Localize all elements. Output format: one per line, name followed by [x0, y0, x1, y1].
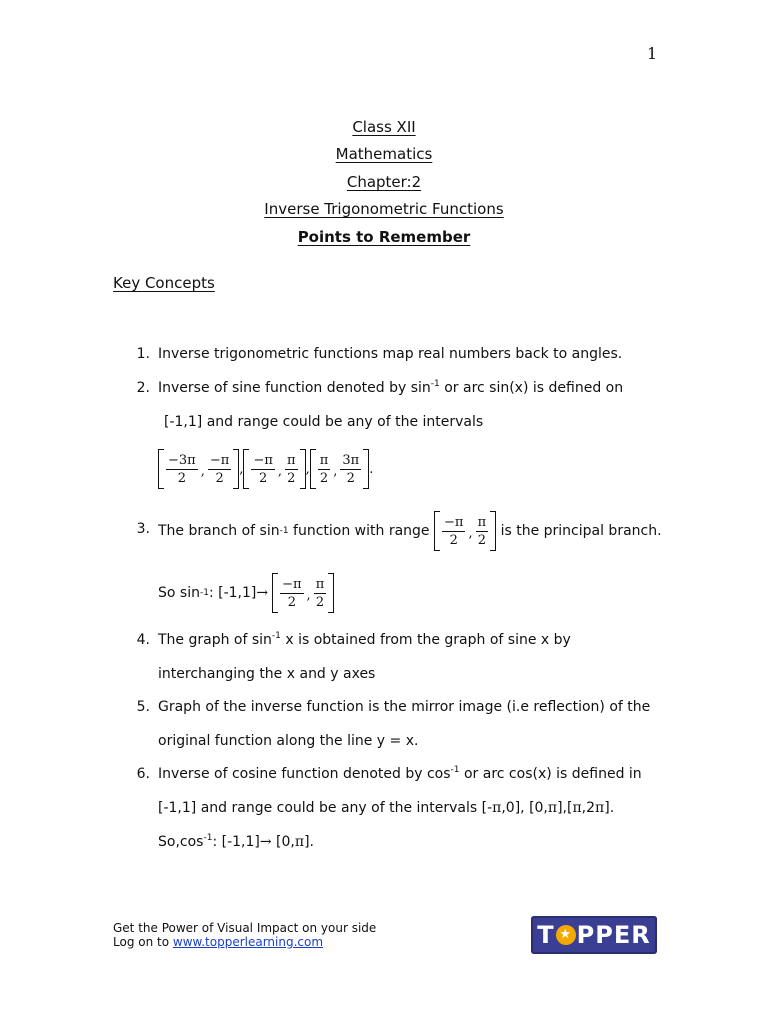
arrow-icon: →: [256, 585, 269, 601]
footer-link[interactable]: www.topperlearning.com: [172, 935, 324, 949]
topper-logo[interactable]: T ★ PPER: [531, 916, 657, 954]
item-text: Graph of the inverse function is the mirror image (i.e reflection) of the: [158, 699, 651, 715]
interval-1: $\frac{-3\pi}{2}$ , $\frac{-\pi}{2}$: [158, 449, 239, 489]
principal-range: $\frac{-\pi}{2}$ , $\frac{\pi}{2}$: [434, 511, 496, 551]
item-so-line: So sin -1 : [-1,1] → $\frac{-\pi}{2}$ , $\frac{\pi}{2}$: [158, 572, 334, 614]
item-text-line2: interchanging the x and y axes: [158, 666, 376, 682]
item-text: Inverse of cosine function denoted by $\cos^{-1}$ or arc cos(x) is defined in: [158, 765, 642, 782]
subject-heading: Mathematics: [335, 145, 433, 163]
item-text-line2: [-1,1] and range could be any of the intervals: [164, 414, 484, 430]
interval-3: $\frac{\pi}{2}$ , $\frac{3\pi}{2}$: [310, 449, 370, 489]
page-number: 1: [647, 44, 658, 63]
item-text-line2: original function along the line y = x.: [158, 733, 419, 749]
item-number: 4.: [136, 632, 150, 648]
item-text-line3: $So,\cos^{-1}$: [-1,1]→ [0,π].: [158, 833, 315, 850]
footer-logon: Log on to www.topperlearning.com: [113, 935, 324, 949]
interval-list: $\frac{-3\pi}{2}$ , $\frac{-\pi}{2}$ , $\frac{-\pi}{2}$ , $\frac{\pi}{2}$ , $\frac{\pi}{2}$ , $\frac{3\pi}{2}$ .: [158, 449, 373, 489]
chapter-heading: Chapter:2: [346, 173, 422, 191]
topic-heading: Inverse Trigonometric Functions: [264, 200, 504, 218]
section-title: Key Concepts: [113, 274, 215, 292]
so-range: $\frac{-\pi}{2}$ , $\frac{\pi}{2}$: [272, 573, 334, 613]
footer-tagline: Get the Power of Visual Impact on your side: [113, 921, 377, 935]
item-text: Inverse of sine function denoted by $\sin^{-1}$ or arc sin(x) is defined on: [158, 379, 624, 396]
item-text: The graph of $\sin^{-1} x$ is obtained from the graph of sine x by: [158, 631, 571, 648]
item-text-line2: [-1,1] and range could be any of the intervals [-π,0], [0,π],[π,2π].: [158, 800, 615, 816]
item-text: The branch of sin -1 function with range $\frac{-\pi}{2}$ , $\frac{\pi}{2}$ is the principal branch.: [158, 510, 662, 552]
item-number: 6.: [136, 766, 150, 782]
item-number: 5.: [136, 699, 150, 715]
item-number: 2.: [136, 380, 150, 396]
interval-2: $\frac{-\pi}{2}$ , $\frac{\pi}{2}$: [243, 449, 305, 489]
class-heading: Class XII: [352, 118, 416, 136]
item-number: 1.: [136, 346, 150, 362]
item-text: Inverse trigonometric functions map real numbers back to angles.: [158, 346, 623, 362]
subtitle-heading: Points to Remember: [297, 228, 471, 246]
item-number: 3.: [136, 521, 150, 537]
star-icon: ★: [556, 925, 576, 945]
arrow-icon: →: [259, 834, 272, 850]
